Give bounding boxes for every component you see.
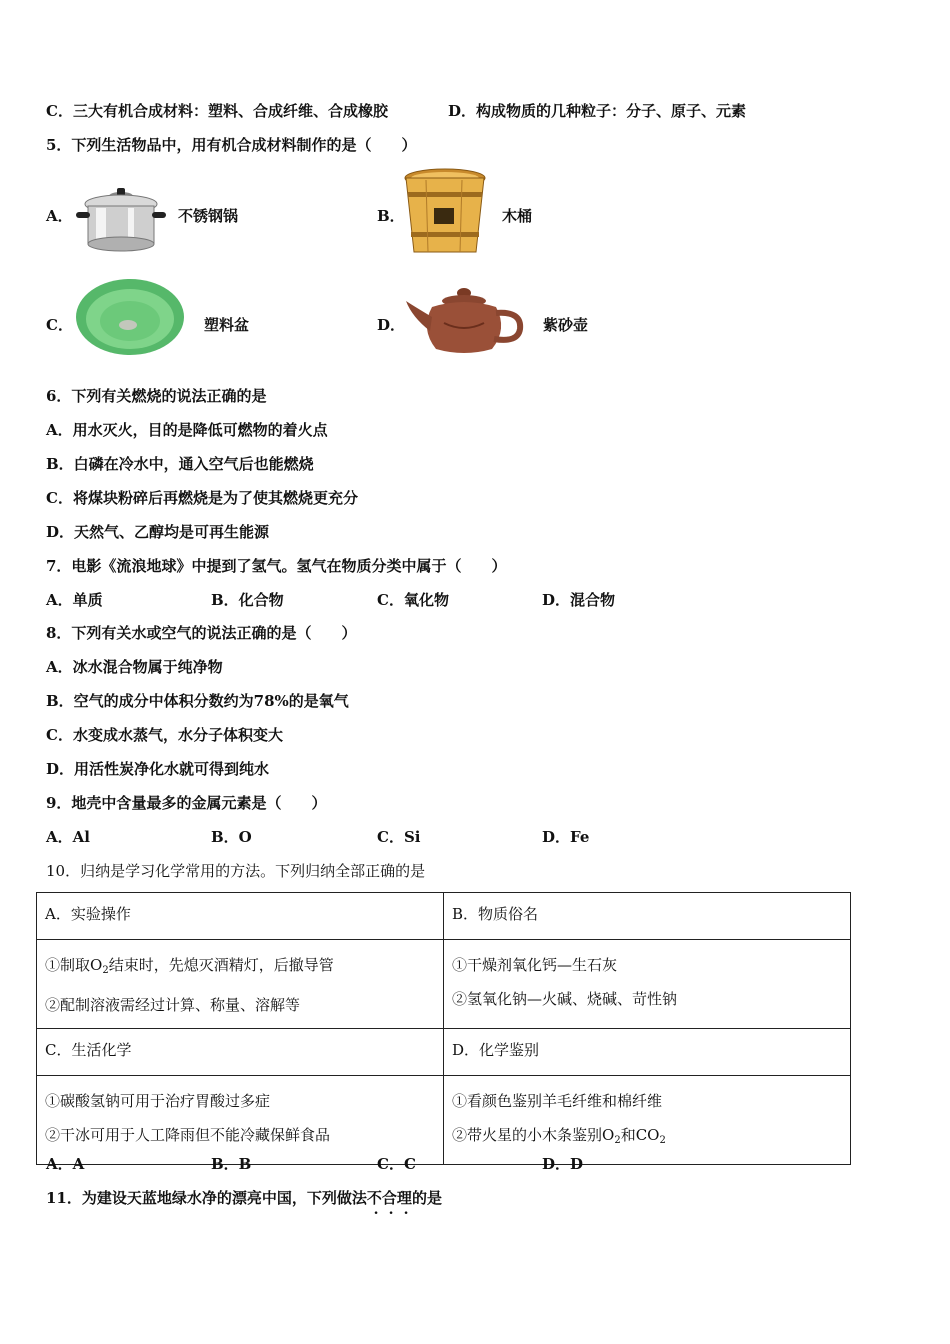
q8-option-b: B．空气的成分中体积分数约为78%的是氧气 bbox=[46, 692, 349, 710]
q10-option-b: B．B bbox=[211, 1155, 252, 1173]
q10-table bbox=[36, 892, 851, 1165]
q8-stem: 8．下列有关水或空气的说法正确的是（ ） bbox=[46, 624, 357, 642]
q6-option-c: C．将煤块粉碎后再燃烧是为了使其燃烧更充分 bbox=[46, 489, 358, 507]
q4-option-d: D．构成物质的几种粒子：分子、原子、元素 bbox=[448, 102, 747, 120]
q7-option-d: D．混合物 bbox=[542, 591, 616, 609]
wooden-bucket-icon bbox=[402, 166, 488, 258]
q8-option-a: A．冰水混合物属于纯净物 bbox=[46, 658, 223, 676]
q6-option-a: A．用水灭火，目的是降低可燃物的着火点 bbox=[46, 421, 328, 439]
cell-a-head: A．实验操作 bbox=[37, 893, 444, 940]
q6-stem: 6．下列有关燃烧的说法正确的是 bbox=[46, 387, 267, 405]
q7-stem: 7．电影《流浪地球》中提到了氢气。氢气在物质分类中属于（ ） bbox=[46, 557, 507, 575]
q6-option-d: D．天然气、乙醇均是可再生能源 bbox=[46, 523, 270, 541]
q9-option-c: C．Si bbox=[377, 828, 421, 846]
cell-d-head: D．化学鉴别 bbox=[444, 1029, 851, 1076]
cell-a-body: ①制取$O_2$结束时，先熄灭酒精灯，后撤导管 ②配制溶液需经过计算、称量、溶解等 bbox=[37, 940, 444, 1029]
q7-option-a: A．单质 bbox=[46, 591, 103, 609]
cell-d-body: ①看颜色鉴别羊毛纤维和棉纤维 ②带火星的小木条鉴别$O_2$和$CO_2$ bbox=[444, 1076, 851, 1165]
q5-option-b-letter: B． bbox=[377, 207, 405, 225]
q9-option-a: A．Al bbox=[46, 828, 90, 846]
q5-stem: 5．下列生活物品中，用有机合成材料制作的是（ ） bbox=[46, 136, 417, 154]
cell-b-head: B．物质俗名 bbox=[444, 893, 851, 940]
q5-option-a-label: 不锈钢锅 bbox=[178, 207, 239, 225]
q4-option-c: C．三大有机合成材料：塑料、合成纤维、合成橡胶 bbox=[46, 102, 388, 120]
q5-option-a-letter: A． bbox=[46, 207, 73, 225]
q5-option-c-label: 塑料盆 bbox=[204, 316, 250, 334]
q10-stem: 10．归纳是学习化学常用的方法。下列归纳全部正确的是 bbox=[46, 862, 426, 880]
q7-option-b: B．化合物 bbox=[211, 591, 284, 609]
q9-option-d: D．Fe bbox=[542, 828, 590, 846]
q5-option-b-label: 木桶 bbox=[502, 207, 533, 225]
q8-option-c: C．水变成水蒸气，水分子体积变大 bbox=[46, 726, 283, 744]
q9-stem: 9．地壳中含量最多的金属元素是（ ） bbox=[46, 794, 327, 812]
q5-option-d-label: 紫砂壶 bbox=[543, 316, 589, 334]
cell-c-head: C．生活化学 bbox=[37, 1029, 444, 1076]
pot-icon bbox=[74, 180, 168, 256]
cell-c-body: ①碳酸氢钠可用于治疗胃酸过多症 ②干冰可用于人工降雨但不能冷藏保鲜食品 bbox=[37, 1076, 444, 1165]
q11-stem: 11．为建设天蓝地绿水净的漂亮中国，下列做法不合理的是 bbox=[46, 1189, 442, 1207]
q10-option-d: D．D bbox=[542, 1155, 584, 1173]
cell-b-body: ①干燥剂氧化钙—生石灰 ②氢氧化钠—火碱、烧碱、苛性钠 bbox=[444, 940, 851, 1029]
plastic-basin-icon bbox=[74, 277, 186, 359]
q10-option-c: C．C bbox=[377, 1155, 416, 1173]
q5-option-c-letter: C． bbox=[46, 316, 73, 334]
q6-option-b: B．白磷在冷水中，通入空气后也能燃烧 bbox=[46, 455, 314, 473]
q10-option-a: A．A bbox=[46, 1155, 85, 1173]
q7-option-c: C．氧化物 bbox=[377, 591, 449, 609]
q9-option-b: B．O bbox=[211, 828, 252, 846]
q8-option-d: D．用活性炭净化水就可得到纯水 bbox=[46, 760, 270, 778]
q5-option-d-letter: D． bbox=[377, 316, 406, 334]
teapot-icon bbox=[404, 283, 526, 359]
